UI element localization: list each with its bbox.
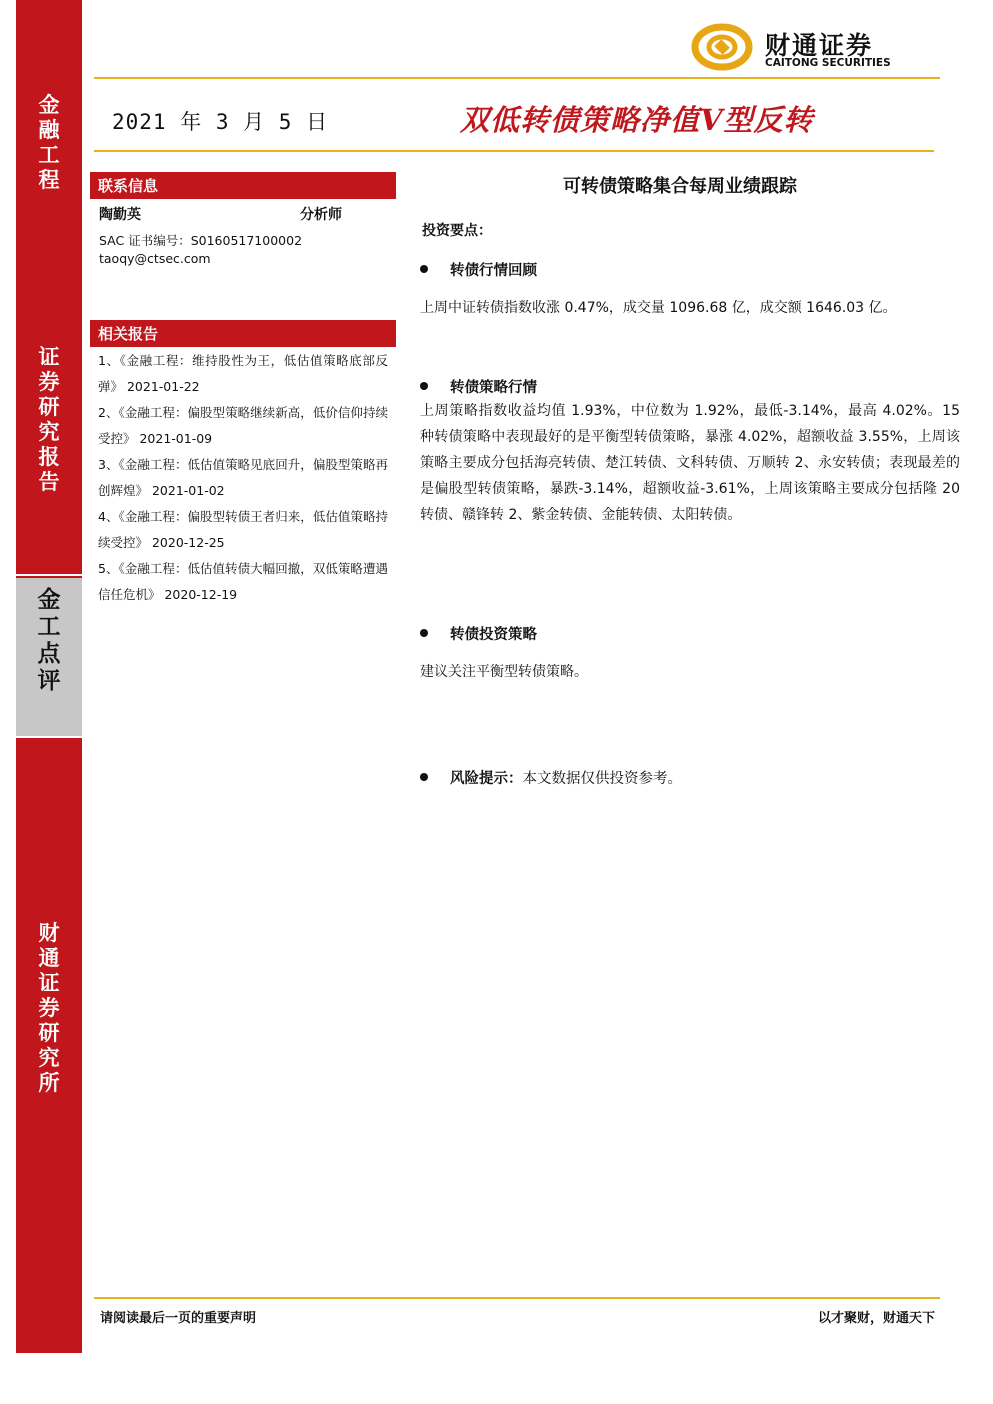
section-body-investment-strategy: 建议关注平衡型转债策略。 — [420, 664, 588, 680]
related-report-item[interactable]: 3、《金融工程：低估值策略见底回升，偏股型策略再创辉煌》 2021-01-02 — [98, 457, 388, 498]
report-subtitle: 可转债策略集合每周业绩跟踪 — [563, 176, 797, 197]
key-points-label: 投资要点： — [422, 223, 492, 239]
contact-section-header: 联系信息 — [90, 172, 396, 199]
section-body-strategy-market: 上周策略指数收益均值 1.93%，中位数为 1.92%，最低-3.14%，最高 4.02%。15 种转债策略中表现最好的是平衡型转债策略，暴涨 4.02%，超额收益 3.55%，上周该策略主要成分包括海亮转债、楚江转债、文科转债、万顺转 2、永安转债；表现最差的是偏股型转债策略，暴跌-3.14%，超额收益-3.61%，上周该策略主要成分包括隆 20 转债、赣锋转 2、紫金转债、金能转债、太阳转债。 — [420, 403, 960, 523]
logo-text-en: CAITONG SECURITIES — [765, 57, 891, 69]
header-rule — [94, 77, 940, 79]
sidebar-divider — [16, 574, 82, 576]
analyst-role: 分析师 — [300, 207, 342, 223]
sidebar-label-institute: 财 通 证 券 研 究 所 — [38, 920, 60, 1095]
risk-warning: 风险提示：本文数据仅供投资参考。 — [420, 767, 682, 788]
sidebar-label-research-report: 证 券 研 究 报 告 — [38, 344, 60, 494]
analyst-name: 陶勤英 — [99, 207, 141, 223]
section-heading-market-review: 转债行情回顾 — [420, 259, 537, 280]
caitong-logo-icon — [690, 22, 754, 72]
related-report-item[interactable]: 1、《金融工程：维持股性为王，低估值策略底部反弹》 2021-01-22 — [98, 353, 388, 394]
related-reports-list — [98, 348, 388, 608]
bullet-icon — [420, 773, 428, 781]
related-report-item[interactable]: 4、《金融工程：偏股型转债王者归来，低估值策略持续受控》 2020-12-25 — [98, 509, 388, 550]
report-title: 双低转债策略净值V型反转 — [460, 103, 814, 137]
footer-disclaimer-note: 请阅读最后一页的重要声明 — [100, 1311, 257, 1326]
section-heading-investment-strategy: 转债投资策略 — [420, 623, 537, 644]
company-logo — [690, 22, 940, 72]
analyst-email[interactable]: taoqy@ctsec.com — [99, 251, 211, 266]
sidebar-label-finance-engineering: 金 融 工 程 — [38, 92, 60, 192]
report-date: 2021 年 3 月 5 日 — [112, 110, 329, 134]
sidebar-category-highlight: 金 工 点 评 — [16, 578, 82, 736]
logo-text-cn: 财通证券 — [765, 31, 874, 60]
footer-rule — [94, 1297, 940, 1299]
related-report-item[interactable]: 5、《金融工程：低估值转债大幅回撤，双低策略遭遇信任危机》 2020-12-19 — [98, 561, 388, 602]
bullet-icon — [420, 265, 428, 273]
bullet-icon — [420, 382, 428, 390]
related-section-header: 相关报告 — [90, 320, 396, 347]
sac-number: SAC 证书编号：S0160517100002 — [99, 233, 303, 248]
related-report-item[interactable]: 2、《金融工程：偏股型策略继续新高，低价信仰持续受控》 2021-01-09 — [98, 405, 388, 446]
bullet-icon — [420, 629, 428, 637]
section-heading-strategy-market: 转债策略行情 — [420, 376, 537, 397]
footer-slogan: 以才聚财，财通天下 — [817, 1311, 935, 1326]
title-rule — [94, 150, 934, 152]
sidebar-divider — [16, 736, 82, 738]
section-body-market-review: 上周中证转债指数收涨 0.47%，成交量 1096.68 亿，成交额 1646.03 亿。 — [420, 300, 897, 316]
